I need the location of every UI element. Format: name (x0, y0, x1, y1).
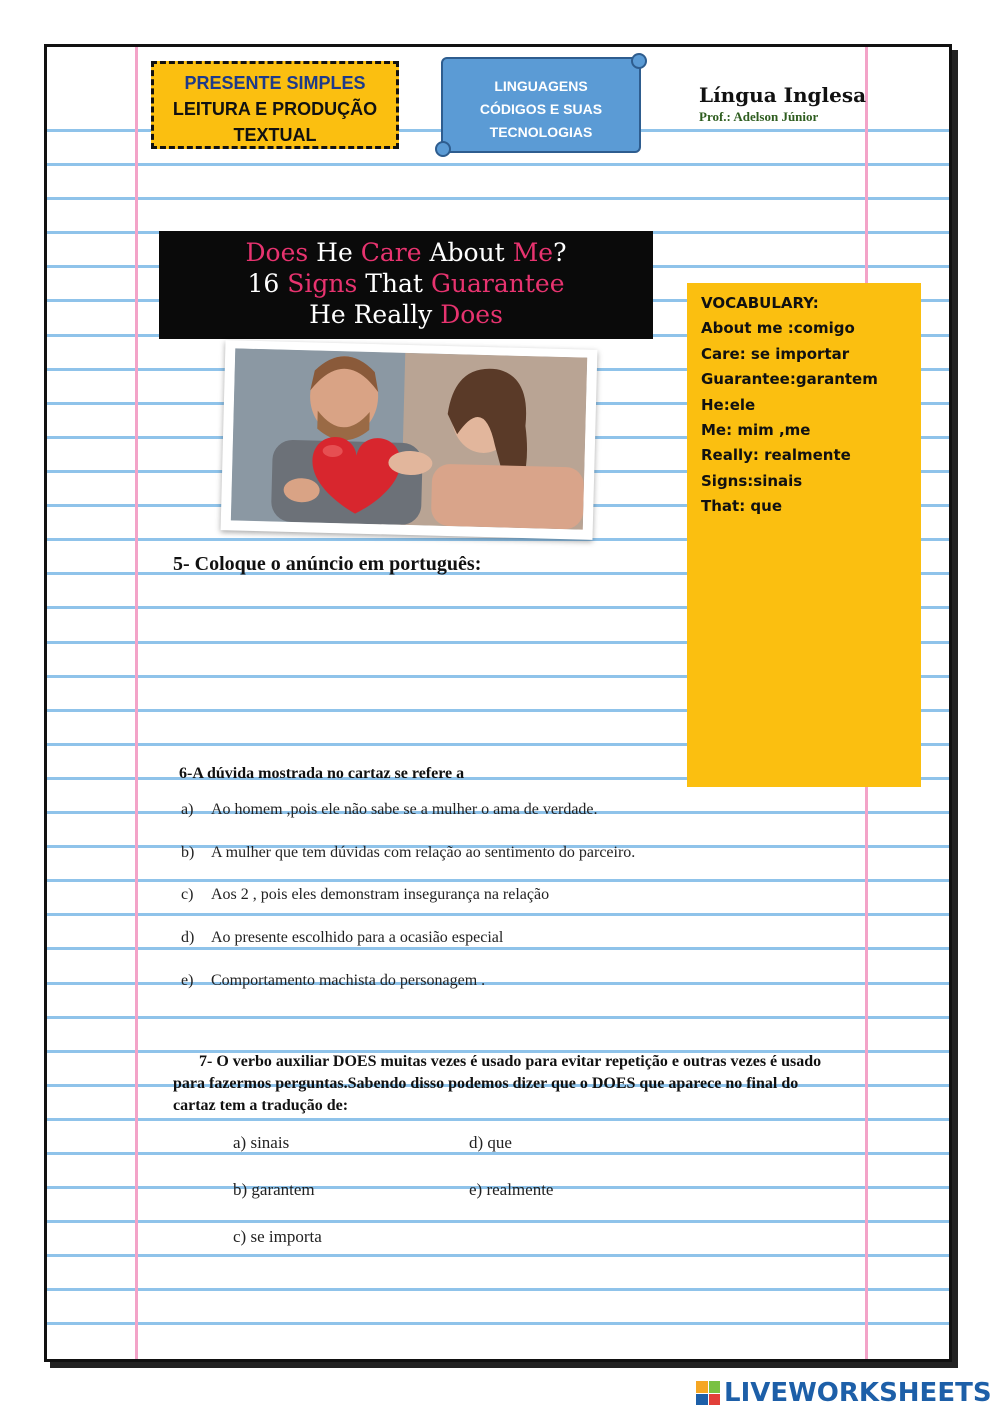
question-7-prompt: 7- O verbo auxiliar DOES muitas vezes é usado para evitar repetição e outras vezes é usado para fazermos perguntas.Sabendo disso podemos dizer que o DOES que aparece no final do cartaz tem a tradução de: (173, 1053, 822, 1114)
vocabulary-item: Care: se importar (701, 344, 850, 363)
vocabulary-item: That: que (701, 497, 783, 516)
ruled-line (47, 1016, 949, 1019)
poster-word: Care (360, 238, 422, 267)
vocabulary-item: About me :comigo (701, 319, 855, 338)
brand-name: LIVEWORKSHEETS (724, 1378, 992, 1408)
poster-photo-frame (221, 340, 598, 540)
option-letter: a) (181, 801, 194, 818)
option-text: Ao homem ,pois ele não sabe se a mulher o ama de verdade. (211, 801, 598, 818)
poster-word: 16 (247, 269, 280, 298)
worksheet-page (44, 44, 952, 1362)
poster-word: ? (553, 238, 567, 267)
q7-answer-b[interactable]: b) garantem (233, 1180, 315, 1199)
option-text: Aos 2 , pois eles demonstram insegurança na relação (211, 886, 550, 903)
q6-option-a[interactable] (181, 801, 598, 819)
q6-option-b[interactable] (181, 844, 635, 862)
couple-heart-photo-icon (231, 348, 587, 529)
topic-badge (151, 61, 399, 149)
option-text: A mulher que tem dúvidas com relação ao sentimento do parceiro. (211, 844, 636, 861)
vocabulary-item: Really: realmente (701, 446, 851, 465)
poster-word: Guarantee (430, 269, 565, 298)
area-line-2: CÓDIGOS E SUAS (479, 101, 603, 117)
area-line-3: TECNOLOGIAS (489, 124, 593, 140)
topic-line-1: PRESENTE SIMPLES (184, 73, 366, 93)
ruled-line (47, 1254, 949, 1257)
ruled-line (47, 913, 949, 916)
question-6-prompt: 6-A dúvida mostrada no cartaz se refere a (179, 765, 465, 782)
liveworksheets-logo (696, 1376, 992, 1410)
ruled-line (47, 1288, 949, 1291)
poster-word: He Really (309, 300, 433, 329)
poster-word: He (316, 238, 353, 267)
subject-title: Língua Inglesa (699, 83, 867, 107)
q7-answer-d[interactable]: d) que (469, 1133, 512, 1152)
option-letter: e) (181, 972, 194, 989)
vocabulary-item: Guarantee:garantem (701, 370, 878, 389)
topic-line-3: TEXTUAL (233, 125, 317, 145)
ruled-line (47, 1220, 949, 1223)
liveworksheets-logo-icon (696, 1381, 720, 1405)
q7-answer-c[interactable]: c) se importa (233, 1227, 322, 1246)
left-margin-line (135, 47, 138, 1359)
poster-word: Signs (287, 269, 358, 298)
ruled-line (47, 163, 949, 166)
q7-answer-a[interactable]: a) sinais (233, 1133, 290, 1152)
photo-illustration (231, 348, 587, 529)
option-text: Ao presente escolhido para a ocasião especial (211, 929, 504, 946)
vocabulary-item: Me: mim ,me (701, 421, 811, 440)
option-text: Comportamento machista do personagem . (211, 972, 486, 989)
q7-answer-e[interactable]: e) realmente (469, 1180, 554, 1199)
q6-option-c[interactable] (181, 886, 549, 904)
ruled-line (47, 879, 949, 882)
option-letter: b) (181, 844, 195, 861)
ruled-line (47, 1118, 949, 1121)
option-letter: d) (181, 929, 195, 946)
ruled-line (47, 197, 949, 200)
poster-word: Does (245, 238, 309, 267)
q6-option-e[interactable] (181, 972, 485, 990)
poster-word: About (429, 238, 505, 267)
ruled-line (47, 947, 949, 950)
ruled-line (47, 1322, 949, 1325)
q6-option-d[interactable] (181, 929, 503, 947)
option-letter: c) (181, 886, 194, 903)
topic-line-2: LEITURA E PRODUÇÃO (172, 99, 378, 119)
vocabulary-item: He:ele (701, 395, 756, 414)
teacher-name: Prof.: Adelson Júnior (699, 109, 819, 124)
vocabulary-title: VOCABULARY: (701, 294, 819, 312)
poster-word: Does (440, 300, 503, 329)
area-scroll-banner (441, 57, 641, 153)
area-line-1: LINGUAGENS (494, 78, 588, 94)
question-5-prompt: 5- Coloque o anúncio em português: (173, 553, 482, 575)
poster-word: That (365, 269, 423, 298)
poster-word: Me (512, 238, 554, 267)
vocabulary-box (687, 283, 921, 787)
vocabulary-item: Signs:sinais (701, 471, 803, 490)
poster-headline (159, 231, 653, 339)
